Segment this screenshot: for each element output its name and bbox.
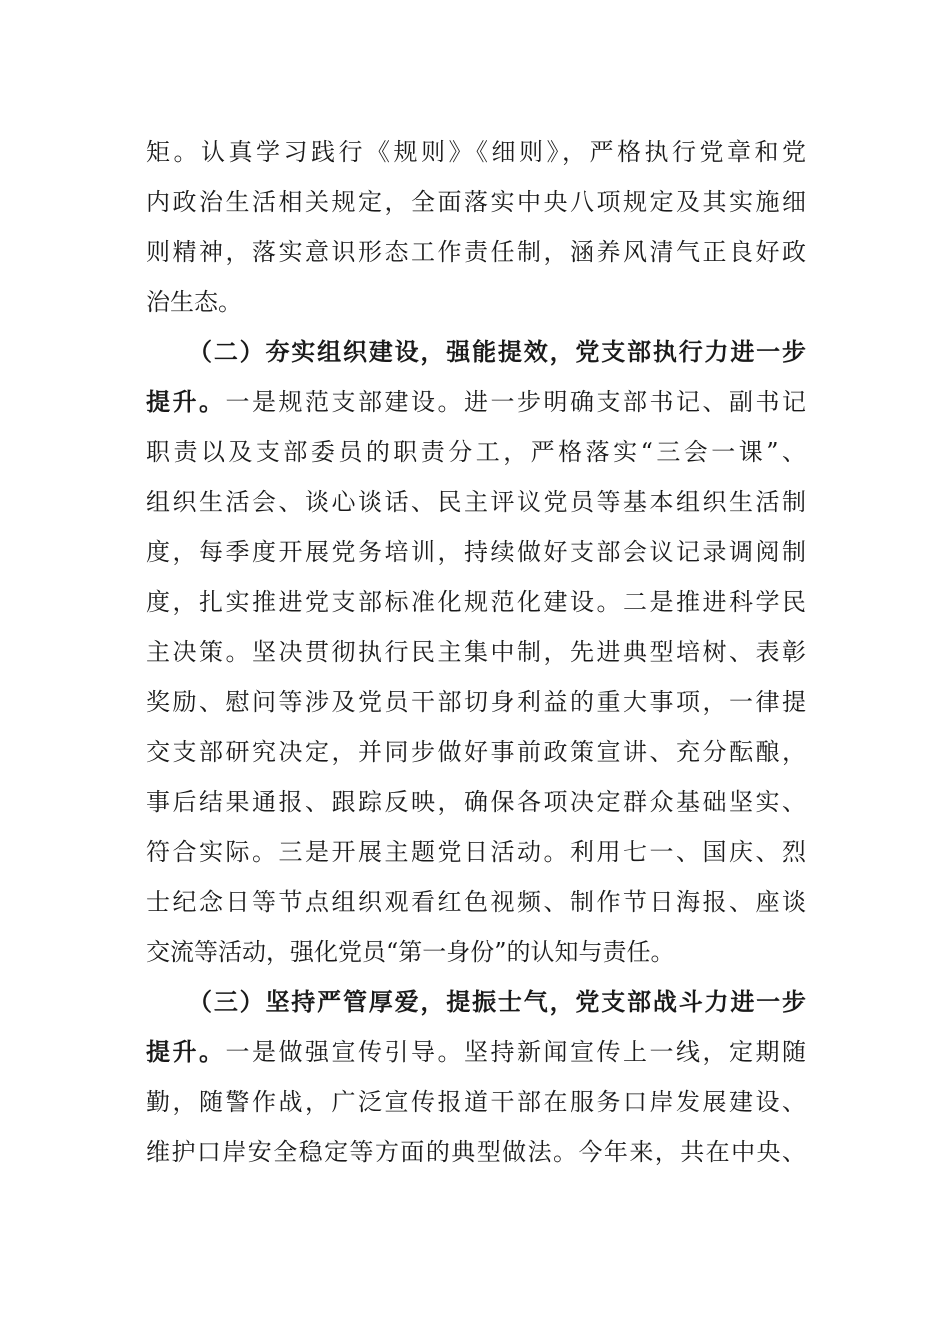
text-line: 度，每季度开展党务培训，持续做好支部会议记录调阅制: [146, 538, 806, 566]
text-segment: 一是做强宣传引导。坚持新闻宣传上一线，定期随: [225, 1038, 806, 1066]
text-line: 主决策。坚决贯彻执行民主集中制，先进典型培树、表彰: [146, 638, 806, 666]
text-line: 矩。认真学习践行《规则》《细则》，严格执行党章和党: [146, 138, 806, 166]
text-line: 事后结果通报、跟踪反映，确保各项决定群众基础坚实、: [146, 788, 806, 816]
text-line: 则精神，落实意识形态工作责任制，涵养风清气正良好政: [146, 238, 806, 266]
heading-continuation: 提升。: [146, 1037, 226, 1066]
text-line: 职责以及支部委员的职责分工，严格落实“三会一课”、: [146, 438, 806, 466]
section-heading-3: （三）坚持严管厚爱，提振士气，党支部战斗力进一步: [188, 987, 806, 1016]
heading-continuation: 提升。: [146, 387, 226, 416]
text-line: [146, 1027, 806, 1077]
section-heading-2: （二）夯实组织建设，强能提效，党支部执行力进一步: [188, 337, 806, 366]
text-line: 治生态。: [146, 288, 242, 316]
text-line: 奖励、慰问等涉及党员干部切身利益的重大事项，一律提: [146, 688, 806, 716]
text-line: 维护口岸安全稳定等方面的典型做法。今年来，共在中央、: [146, 1138, 806, 1166]
text-line: 符合实际。三是开展主题党日活动。利用七一、国庆、烈: [146, 838, 806, 866]
text-line: 士纪念日等节点组织观看红色视频、制作节日海报、座谈: [146, 888, 806, 916]
document-body: [146, 127, 806, 1177]
text-line: 勤，随警作战，广泛宣传报道干部在服务口岸发展建设、: [146, 1088, 806, 1116]
text-line: [146, 377, 806, 427]
text-line: 组织生活会、谈心谈话、民主评议党员等基本组织生活制: [146, 488, 806, 516]
text-line: 交流等活动，强化党员“第一身份”的认知与责任。: [146, 938, 675, 966]
text-segment: 一是规范支部建设。进一步明确支部书记、副书记: [225, 388, 806, 416]
text-line: 度，扎实推进党支部标准化规范化建设。二是推进科学民: [146, 588, 806, 616]
text-line: 内政治生活相关规定，全面落实中央八项规定及其实施细: [146, 188, 806, 216]
text-line: 交支部研究决定，并同步做好事前政策宣讲、充分酝酿，: [146, 738, 806, 766]
